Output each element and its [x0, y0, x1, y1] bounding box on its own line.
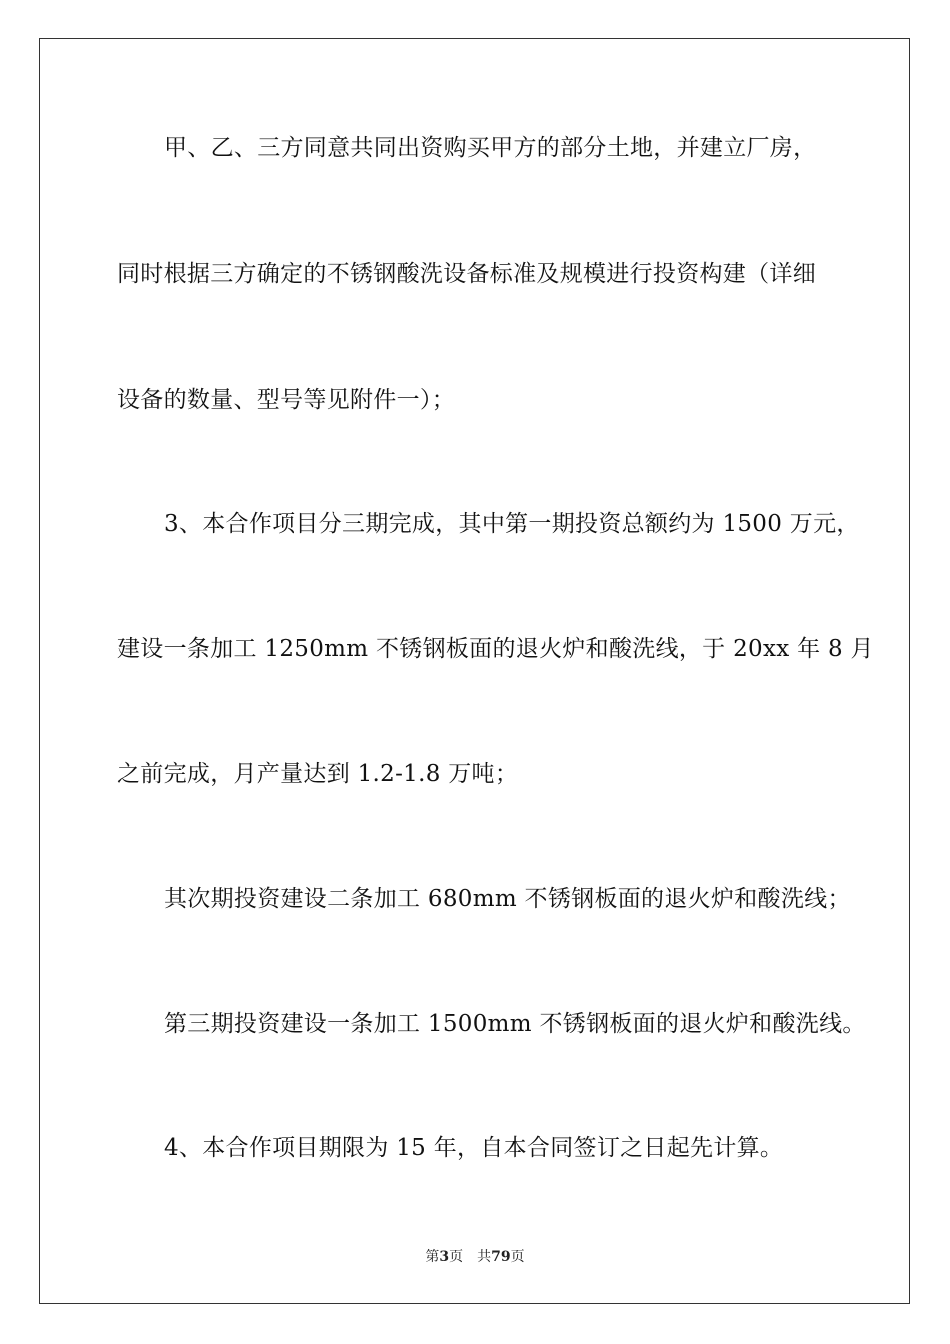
- text-line-5: 建设一条加工 1250mm 不锈钢板面的退火炉和酸洗线，于 20xx 年 8 月: [117, 636, 874, 662]
- text-line-2: 同时根据三方确定的不锈钢酸洗设备标准及规模进行投资构建（详细: [117, 261, 816, 287]
- total-suffix: 页: [510, 1249, 525, 1265]
- text-line-3: 设备的数量、型号等见附件一）；: [117, 387, 455, 413]
- text-line-9: 4、本合作项目期限为 15 年，自本合同签订之日起先计算。: [164, 1135, 784, 1161]
- total-pages: 79: [491, 1249, 511, 1265]
- text-line-6: 之前完成，月产量达到 1.2-1.8 万吨；: [117, 761, 519, 787]
- total-prefix: 共: [477, 1249, 492, 1265]
- text-line-4: 3、本合作项目分三期完成，其中第一期投资总额约为 1500 万元，: [164, 511, 860, 537]
- text-line-1: 甲、乙、三方同意共同出资购买甲方的部分土地，并建立厂房，: [164, 135, 817, 161]
- page-prefix: 第: [425, 1249, 440, 1265]
- page-footer: [0, 1247, 950, 1267]
- page-border: [39, 38, 910, 1304]
- text-line-8: 第三期投资建设一条加工 1500mm 不锈钢板面的退火炉和酸洗线。: [164, 1011, 866, 1037]
- page-suffix: 页: [449, 1249, 464, 1265]
- text-line-7: 其次期投资建设二条加工 680mm 不锈钢板面的退火炉和酸洗线；: [164, 886, 851, 912]
- page-number: 3: [439, 1249, 450, 1265]
